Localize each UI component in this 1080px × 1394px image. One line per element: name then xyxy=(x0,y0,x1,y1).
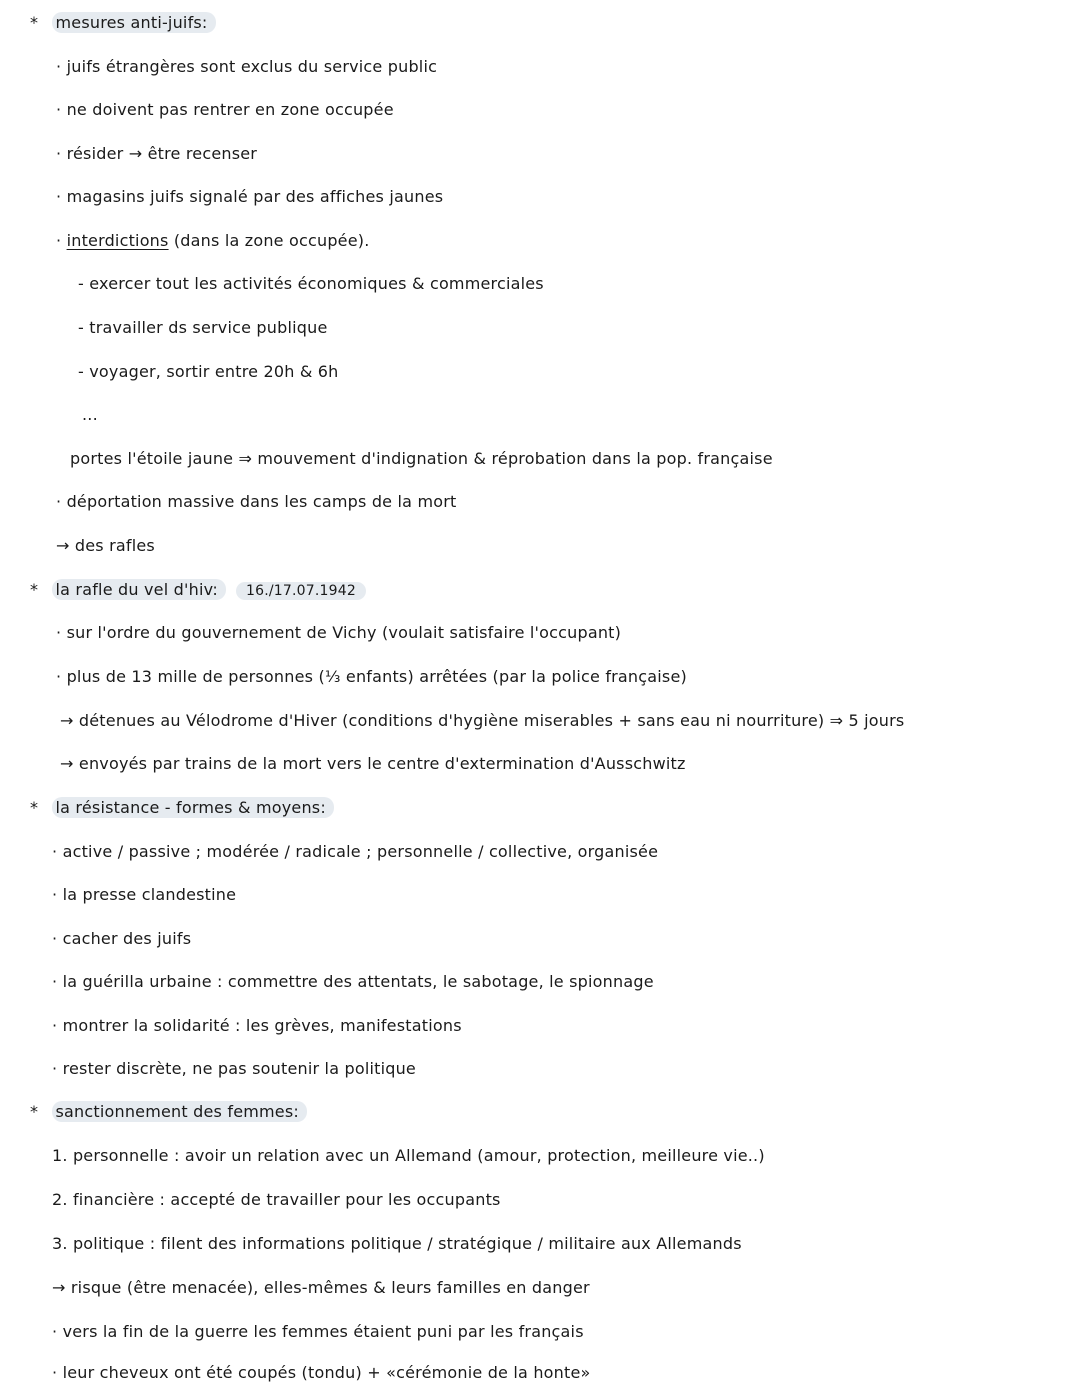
line-bullet: · xyxy=(56,623,67,642)
line-text: rester discrète, ne pas soutenir la politique xyxy=(62,1059,416,1078)
line-text: plus de 13 mille de personnes (⅓ enfants) arrêtées (par la police française) xyxy=(66,667,687,686)
line-bullet: · xyxy=(52,842,63,861)
line-bullet: * xyxy=(30,13,44,32)
heading-text: sanctionnement des femmes: xyxy=(52,1101,307,1122)
line-text: juifs étrangères sont exclus du service public xyxy=(66,57,438,76)
note-line xyxy=(56,230,370,252)
line-text: ne doivent pas rentrer en zone occupée xyxy=(66,100,394,119)
line-text: ... xyxy=(82,405,98,424)
note-line xyxy=(56,491,456,513)
line-text: voyager, sortir entre 20h & 6h xyxy=(89,362,339,381)
line-bullet: · xyxy=(52,1059,63,1078)
line-bullet: - xyxy=(78,318,90,337)
line-text: financière : accepté de travailler pour les occupants xyxy=(72,1190,501,1209)
line-text: politique : filent des informations politique / stratégique / militaire aux Allemands xyxy=(72,1234,742,1253)
note-line xyxy=(52,1233,742,1255)
line-bullet: 3. xyxy=(52,1234,73,1253)
line-text: portes l'étoile jaune ⇒ mouvement d'indignation & réprobation dans la pop. française xyxy=(70,449,773,468)
note-line xyxy=(56,186,443,208)
line-bullet: · xyxy=(52,972,63,991)
line-bullet: · xyxy=(56,144,67,163)
line-text: cacher des juifs xyxy=(62,929,192,948)
line-bullet: · xyxy=(52,1363,63,1382)
section-heading xyxy=(30,797,334,819)
note-line xyxy=(52,1189,501,1211)
line-text: déportation massive dans les camps de la mort xyxy=(66,492,457,511)
line-bullet: → xyxy=(52,1278,71,1297)
heading-text: la rafle du vel d'hiv: xyxy=(52,579,226,600)
heading-text: mesures anti-juifs: xyxy=(52,12,216,33)
line-bullet: * xyxy=(30,580,44,599)
note-line xyxy=(52,971,654,993)
note-line xyxy=(56,143,257,165)
line-bullet: * xyxy=(30,798,44,817)
line-text: détenues au Vélodrome d'Hiver (conditions d'hygiène miserables + sans eau ni nourriture) ⇒ 5 jours xyxy=(78,711,905,730)
note-line xyxy=(52,1277,590,1299)
line-text: la presse clandestine xyxy=(62,885,237,904)
line-bullet: · xyxy=(56,667,67,686)
note-line xyxy=(78,317,328,339)
line-bullet: · xyxy=(52,1322,63,1341)
line-text: vers la fin de la guerre les femmes étaient puni par les français xyxy=(62,1322,584,1341)
section-heading xyxy=(30,1101,307,1123)
line-text: exercer tout les activités économiques & commerciales xyxy=(89,274,544,293)
line-text: active / passive ; modérée / radicale ; personnelle / collective, organisée xyxy=(62,842,659,861)
line-text: leur cheveux ont été coupés (tondu) + «cérémonie de la honte» xyxy=(62,1363,591,1382)
line-bullet: · xyxy=(56,231,67,250)
note-line xyxy=(56,56,437,78)
note-line xyxy=(52,841,658,863)
note-line xyxy=(60,753,686,775)
note-line xyxy=(52,1015,462,1037)
line-text: sur l'ordre du gouvernement de Vichy (voulait satisfaire l'occupant) xyxy=(66,623,622,642)
note-line xyxy=(56,622,621,644)
section-heading xyxy=(30,12,216,34)
note-line xyxy=(52,1362,591,1384)
line-bullet: 1. xyxy=(52,1146,73,1165)
line-text: la guérilla urbaine : commettre des attentats, le sabotage, le spionnage xyxy=(62,972,654,991)
note-line xyxy=(52,1145,765,1167)
line-bullet: - xyxy=(78,362,90,381)
line-bullet: · xyxy=(52,885,63,904)
line-bullet: · xyxy=(56,100,67,119)
note-line xyxy=(60,710,904,732)
underlined-term: interdictions xyxy=(66,231,169,250)
line-bullet: → xyxy=(60,711,79,730)
line-text: des rafles xyxy=(74,536,155,555)
line-text: (dans la zone occupée). xyxy=(168,231,370,250)
note-line xyxy=(70,448,773,470)
line-text: envoyés par trains de la mort vers le centre d'extermination d'Ausschwitz xyxy=(78,754,686,773)
line-text: résider → être recenser xyxy=(66,144,258,163)
note-line xyxy=(52,1058,416,1080)
note-line xyxy=(56,99,394,121)
heading-text: la résistance - formes & moyens: xyxy=(52,797,334,818)
line-text: montrer la solidarité : les grèves, manifestations xyxy=(62,1016,462,1035)
line-text: personnelle : avoir un relation avec un Allemand (amour, protection, meilleure vie..) xyxy=(72,1146,765,1165)
line-bullet: · xyxy=(56,187,67,206)
note-line xyxy=(56,535,155,557)
note-line xyxy=(78,273,544,295)
note-line xyxy=(56,666,687,688)
line-text: travailler ds service publique xyxy=(89,318,328,337)
line-text: magasins juifs signalé par des affiches jaunes xyxy=(66,187,444,206)
section-heading xyxy=(30,579,366,602)
line-bullet: → xyxy=(60,754,79,773)
line-bullet: · xyxy=(56,57,67,76)
note-line xyxy=(82,404,98,426)
line-text: risque (être menacée), elles-mêmes & leurs familles en danger xyxy=(70,1278,590,1297)
line-bullet: · xyxy=(52,929,63,948)
note-line xyxy=(52,928,191,950)
note-line xyxy=(78,361,339,383)
line-bullet: · xyxy=(56,492,67,511)
line-bullet: → xyxy=(56,536,75,555)
note-line xyxy=(52,884,236,906)
note-line xyxy=(52,1321,584,1343)
line-bullet: · xyxy=(52,1016,63,1035)
line-bullet: - xyxy=(78,274,90,293)
line-bullet: * xyxy=(30,1102,44,1121)
line-bullet: 2. xyxy=(52,1190,73,1209)
date-badge: 16./17.07.1942 xyxy=(236,582,366,600)
